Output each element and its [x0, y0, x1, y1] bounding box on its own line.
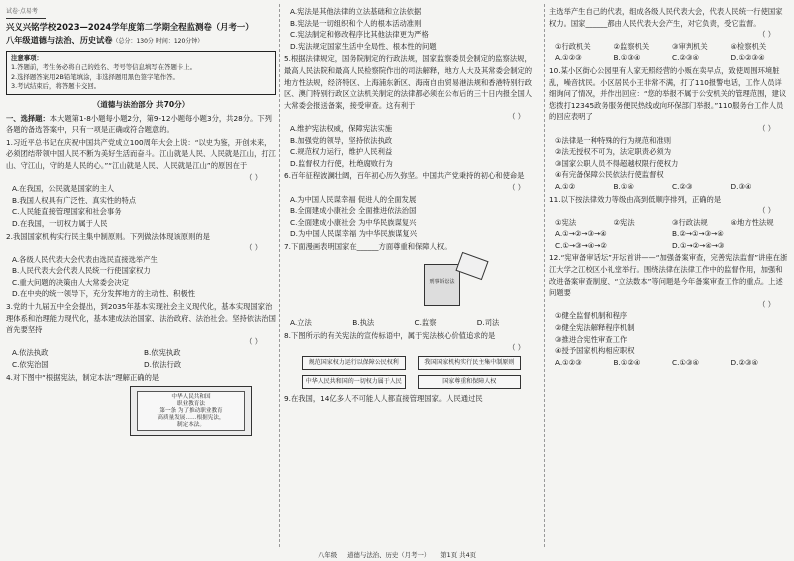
section-heading: （道德与法治部分 共70分） — [92, 99, 190, 109]
slogan-box: 中华人民共和国的一切权力属于人民 — [302, 375, 406, 389]
option: D.为中国人民谋幸福 为中华民族谋复兴 — [290, 229, 418, 239]
answer-bracket: （ ） — [758, 30, 775, 40]
answer-bracket: （ ） — [758, 299, 775, 309]
question-10-stem: 10.某小区街心公园里有人家无照经营的小贩在卖早点，致使周围环境脏乱，噪音扰民。小区居民小王非常不满，打了110报警电话，工作人员详细询问了情况，并作出回应：“您的举报不属于公安机关的管理范围，建议您拨打12345政务服务便民热线或向环保部门举报。”110服务台工作人员的回应表明了 — [549, 65, 787, 122]
options-row: A.依法执政 B.依宪执政 — [12, 348, 181, 358]
question-9-stem: 9.在我国，14亿多人不可能人人都直接管理国家。人民通过民 — [284, 394, 483, 404]
question-3-stem: 3.党的十九届五中全会提出，到2035年基本实现社会主义现代化，基本实现国家治理体系和治理能力现代化，基本建成法治国家、法治政府、法治社会。坚持依法治国首先要坚持 — [6, 302, 276, 335]
option: D.在我国，一切权力属于人民 — [12, 218, 108, 228]
question-5-stem: 5.根据法律规定，国务院制定的行政法规，国家监察委员会制定的监察法规，最高人民法院和最高人民检察院作出的司法解释，地方人大及其常委会制定的地方性法规，经济特区、上海浦东新区、海南自由贸易港法规和香港特别行政区、澳门特别行政区立法机关制定的法律都必须在公布后的三十日内报全国人大常委会报送备案，接受审查。这有利于 — [284, 54, 533, 110]
options-row: A.①②③ B.①③④ C.②③④ D.①②③④ — [555, 53, 765, 63]
options-row: ①行政机关 ②监察机关 ③审判机关 ④检察机关 — [555, 41, 767, 51]
option: D.监督权力行使，杜绝腐败行为 — [290, 158, 393, 168]
question-4-stem: 4.对下图中“根据宪法，制定本法”理解正确的是 — [6, 372, 160, 382]
options-row: A.①→②→③→④ B.②→①→③→④ — [555, 229, 724, 239]
statement: ③推进合宪性审查工作 — [555, 334, 628, 344]
answer-bracket: （ ） — [508, 112, 525, 122]
footer-grade: 八年级 — [317, 551, 338, 559]
option: B.人民代表大会代表人民统一行使国家权力 — [12, 266, 151, 276]
question-9-continued: 主选举产生自己的代表，组成各级人民代表大会，代表人民统一行使国家权力。国家______都由人民代表大会产生，对它负责，受它监督。 — [549, 7, 783, 28]
law-poster-figure: 中华人民共和国 职业教育法 第一条 为了推动职业教育 高质量发展……根据宪法， 制定本法。 — [130, 386, 252, 436]
answer-bracket: （ ） — [508, 182, 525, 192]
question-6-stem: 6.百年征程波澜壮阔，百年初心历久弥坚。中国共产党秉持的初心和使命是 — [284, 171, 525, 181]
statement: ④授予国家机构相应职权 — [555, 346, 635, 356]
answer-bracket: （ ） — [245, 336, 262, 346]
option: C.规范权力运行，维护人民利益 — [290, 147, 393, 157]
cartoon-figure — [414, 254, 494, 314]
question-8-stem: 8.下图所示的有关宪法的宣传标语中，属于宪法核心价值追求的是 — [284, 331, 496, 341]
options-row: A.①② B.①④ C.②③ D.③④ — [555, 181, 752, 191]
part1-instruction: 一、选择题：本大题第1-8小题每小题2分，第9-12小题每小题3分，共28分。下列各题的备选答案中，只有一项是正确或符合题意的。 — [6, 113, 272, 135]
option: C.重大问题的决策由人大常委会决定 — [12, 277, 129, 287]
option: A.宪法是其他法律的立法基础和立法依据 — [290, 7, 422, 16]
answer-bracket: （ ） — [758, 123, 775, 133]
option: B.宪法是一切组织和个人的根本活动准则 — [290, 18, 422, 28]
options-row: C.依宪治国 D.依法行政 — [12, 360, 182, 370]
slogan-box: 我国国家机构实行民主集中制原则 — [418, 356, 522, 370]
question-1-stem: 1.习近平总书记在庆祝中国共产党成立100周年大会上说：“以史为鉴，开创未来，必须团结带领中国人民不断为美好生活而奋斗。江山就是人民、人民就是江山，打江山、守江山，守的是人民的心。”“江山就是人民、人民就是江山”的原因在于 — [6, 137, 276, 170]
answer-bracket: （ ） — [245, 243, 262, 253]
book-icon — [455, 252, 488, 280]
statement: ①法律是一种特殊的行为规范和准则 — [555, 135, 671, 145]
option: B.我国人权具有广泛性、真实性的特点 — [12, 195, 137, 205]
exam-subtitle: 八年级道德与法治、历史试卷（总分：130分 时间：120分钟） — [6, 34, 204, 45]
footer-subject: 道德与法治、历史（月考一） — [347, 551, 431, 559]
statement: ④有完备保障公民依法行使监督权 — [555, 170, 664, 180]
column-1 — [6, 6, 276, 439]
column-3 — [549, 6, 789, 368]
question-11-stem: 11.以下按法律效力等级由高到低顺序排列，正确的是 — [549, 194, 722, 204]
answer-bracket: （ ） — [758, 206, 775, 216]
statement: ②健全宪法解释程序机制 — [555, 323, 635, 333]
option: C.宪法制定和修改程序比其他法律更为严格 — [290, 30, 429, 40]
page-footer — [0, 550, 794, 559]
question-12-stem: 12.“宪审备审话坛”开坛首讲——“加强备案审查，完善宪法监督”讲座在浙江大学之江校区小礼堂举行。围绕法律在法律工作中的监督作用，加强和改进备案审查制度、“立法数本”等问题是今年备案审查工作的重点。上述问题要 — [549, 253, 788, 298]
option: A.在我国，公民就是国家的主人 — [12, 184, 115, 194]
options-row: ①宪法 ②宪法 ③行政法规 ④地方性法规 — [555, 217, 774, 227]
answer-bracket: （ ） — [245, 172, 262, 182]
footer-page: 第1页 共4页 — [440, 551, 477, 559]
question-7-stem: 7.下面漫画表明国家在______方面尊重和保障人权。 — [284, 241, 452, 251]
corner-mark: 试卷·点易考 — [6, 6, 46, 19]
option: A.维护宪法权威，保障宪法实施 — [290, 123, 393, 133]
option: B.加强党的领导，坚持依法执政 — [290, 135, 393, 145]
slogan-box: 国家尊重和保障人权 — [418, 375, 522, 389]
answer-bracket: （ ） — [508, 342, 525, 352]
cartoon-pillar: 刑事诉讼法 — [424, 264, 460, 306]
option: A.各级人民代表大会代表由选民直接选举产生 — [12, 254, 158, 264]
option: B.全面建成小康社会 全面推进依法治国 — [290, 206, 417, 216]
options-row: C.①→③→④→② D.①→②→④→③ — [555, 240, 725, 250]
statement: ③国家公职人员不得超越权限行使权力 — [555, 158, 679, 168]
option: C.全面建成小康社会 为中华民族谋复兴 — [290, 217, 417, 227]
option: A.为中国人民谋幸福 促进人的全面发展 — [290, 194, 417, 204]
question-2-stem: 2.我国国家机构实行民主集中制原则。下列做法体现该原则的是 — [6, 231, 210, 241]
options-row: A.立法 B.执法 C.监察 D.司法 — [290, 318, 500, 328]
notice-box: 注意事项： 1.答题前，考生务必将自己的姓名、考号等信息填写在答题卡上。 2.选择题答案用2B铅笔填涂，非选择题用黑色签字笔作答。 3.考试结束后，将答题卡交回。 — [6, 51, 276, 95]
column-2 — [284, 6, 539, 405]
exam-title: 兴义兴铭学校2023—2024学年度第二学期全程监测卷（月考一） — [6, 21, 254, 32]
statement: ①健全监督机制和程序 — [555, 311, 628, 321]
option: D.在中央的统一领导下，充分发挥地方的主动性、积极性 — [12, 289, 196, 299]
options-row: A.①②③ B.①②④ C.①③④ D.②③④ — [555, 357, 759, 367]
option: C.人民能直接管理国家和社会事务 — [12, 207, 122, 217]
slogan-grid — [302, 356, 521, 389]
column-divider — [544, 4, 545, 547]
slogan-box: 规范国家权力运行以保障公民权利 — [302, 356, 406, 370]
statement: ②法无授权不可为，法定职责必须为 — [555, 147, 671, 157]
column-divider — [279, 4, 280, 547]
option: D.宪法规定国家生活中全局性、根本性的问题 — [290, 41, 437, 51]
